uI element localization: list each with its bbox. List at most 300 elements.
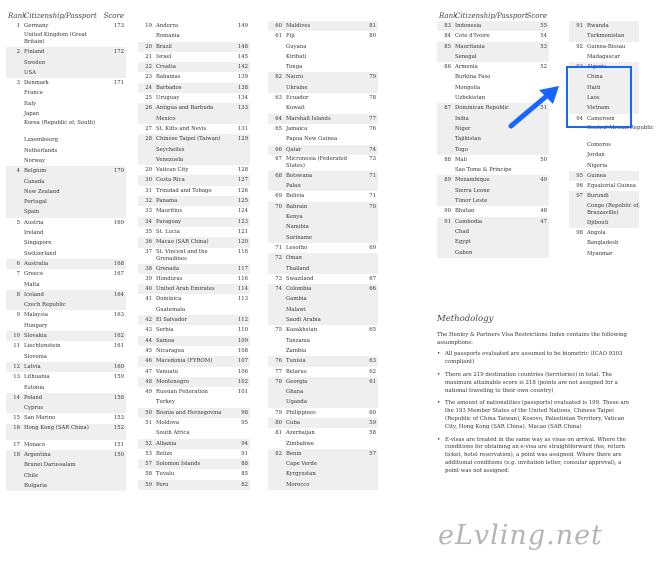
country-cell: Marshall Islands xyxy=(286,115,331,122)
country-cell: San Marino xyxy=(24,415,56,422)
table-row xyxy=(268,428,378,438)
country-cell: Cote d'Ivoire xyxy=(455,33,490,40)
rank-cell: 66 xyxy=(275,146,282,153)
table-row xyxy=(268,377,378,387)
rank-header: Rank xyxy=(8,12,27,20)
table-row xyxy=(6,393,126,403)
country-cell: Peru xyxy=(156,481,169,488)
score-cell: 158 xyxy=(113,394,124,401)
table-row xyxy=(569,31,639,41)
country-cell: Mozambique xyxy=(455,177,490,184)
country-cell: Uganda xyxy=(286,399,307,406)
country-cell: Greece xyxy=(24,271,44,278)
table-row xyxy=(437,134,549,144)
table-row xyxy=(138,62,250,72)
table-row xyxy=(6,300,126,310)
table-row xyxy=(6,109,126,119)
rank-cell: 46 xyxy=(145,358,152,365)
rank-cell: 3 xyxy=(16,80,20,87)
country-cell: Moldova xyxy=(156,419,180,426)
country-cell: Cambodia xyxy=(455,218,483,225)
rank-cell: 90 xyxy=(444,208,451,215)
rank-cell: 13 xyxy=(13,374,20,381)
country-cell: Costa Rica xyxy=(156,177,185,184)
score-cell: 85 xyxy=(241,471,248,478)
country-cell: Djibouti xyxy=(587,219,609,226)
rank-cell: 23 xyxy=(145,74,152,81)
country-cell: India xyxy=(455,115,469,122)
table-row xyxy=(268,202,378,212)
table-row xyxy=(569,161,639,171)
country-cell: Chinese Taipei (Taiwan) xyxy=(156,136,221,143)
table-row xyxy=(437,227,549,237)
rank-cell: 15 xyxy=(13,415,20,422)
score-cell: 159 xyxy=(113,374,124,381)
table-row xyxy=(268,325,378,335)
country-cell: Belarus xyxy=(286,368,307,375)
country-cell: Cape Verde xyxy=(286,461,317,468)
country-cell: Egypt xyxy=(455,239,471,246)
table-row xyxy=(268,52,378,62)
table-row xyxy=(437,217,549,227)
table-row xyxy=(138,294,250,304)
rank-cell: 30 xyxy=(145,177,152,184)
rank-cell: 14 xyxy=(13,394,20,401)
table-row xyxy=(138,397,250,407)
table-row xyxy=(268,305,378,315)
country-cell: South Africa xyxy=(156,430,190,437)
country-cell: France xyxy=(24,90,43,97)
score-cell: 168 xyxy=(113,260,124,267)
country-cell: Equatorial Guinea xyxy=(587,183,636,190)
table-row xyxy=(6,471,126,481)
country-cell: Brunei Darussalam xyxy=(24,462,76,469)
table-row xyxy=(268,42,378,52)
table-row xyxy=(6,450,126,460)
score-cell: 57 xyxy=(369,450,376,457)
score-cell: 54 xyxy=(540,33,547,40)
table-row xyxy=(569,218,639,228)
score-cell: 55 xyxy=(540,23,547,29)
country-cell: Sierra Leone xyxy=(455,187,490,194)
country-cell: Antigua and Barbuda xyxy=(156,105,214,112)
score-cell: 139 xyxy=(237,74,248,81)
score-cell: 134 xyxy=(237,95,248,102)
country-cell: Italy xyxy=(24,100,37,107)
country-cell: United Arab Emirates xyxy=(156,286,215,293)
table-row xyxy=(6,331,126,341)
country-cell: Malawi xyxy=(286,306,306,313)
country-cell: Uzbekistan xyxy=(455,95,486,102)
rank-cell: 51 xyxy=(145,419,152,426)
table-row xyxy=(138,83,250,93)
table-row xyxy=(268,387,378,397)
score-cell: 60 xyxy=(369,409,376,416)
score-cell: 81 xyxy=(369,23,376,29)
country-cell: Czech Republic xyxy=(24,302,66,309)
table-row xyxy=(6,362,126,372)
table-row xyxy=(6,372,126,382)
country-cell: Serbia xyxy=(156,327,174,334)
table-row xyxy=(268,469,378,479)
rank-cell: 59 xyxy=(145,481,152,488)
rank-cell: 48 xyxy=(145,378,152,385)
rank-cell: 94 xyxy=(576,115,583,122)
table-row xyxy=(268,346,378,356)
table-row xyxy=(138,217,250,227)
country-cell: Guyana xyxy=(286,43,307,50)
score-cell: 76 xyxy=(369,125,376,132)
table-row xyxy=(268,459,378,469)
table-row xyxy=(268,336,378,346)
country-cell: Andorra xyxy=(156,23,179,29)
country-cell: Ukraine xyxy=(286,84,308,91)
methodology-bullet: • The amount of nationalities (passports) evaluated is 199. These are the 193 Member States of the United Nations, Chinese Taipei (Republic of China Taiwan), Kosovo, Palestinian Territory, Vatican City, Hong Kong (SAR China), Macao (SAR China) xyxy=(437,400,633,431)
table-row xyxy=(268,191,378,201)
score-cell: 127 xyxy=(237,177,248,184)
country-cell: Guinea xyxy=(587,172,607,179)
country-cell: Thailand xyxy=(286,265,310,272)
country-cell: Congo (Republic of, Brazzaville) xyxy=(587,202,640,216)
country-cell: Burkina Faso xyxy=(455,74,491,81)
country-cell: Russian Federation xyxy=(156,389,208,396)
watermark: eLvling.net xyxy=(438,520,603,551)
score-cell: 125 xyxy=(237,198,248,205)
country-cell: Macedonia (FYROM) xyxy=(156,358,213,365)
score-cell: 67 xyxy=(369,275,376,282)
table-row xyxy=(268,480,378,490)
table-row xyxy=(569,21,639,31)
country-cell: Gambia xyxy=(286,296,307,303)
score-cell: 74 xyxy=(369,146,376,153)
country-cell: Swaziland xyxy=(286,275,314,282)
table-row xyxy=(6,352,126,362)
score-cell: 79 xyxy=(369,74,376,81)
rank-cell: 37 xyxy=(145,248,152,255)
rank-cell: 53 xyxy=(145,450,152,457)
score-cell: 173 xyxy=(113,23,124,29)
table-row xyxy=(6,21,126,31)
country-cell: Jordan xyxy=(587,152,605,159)
rank-cell: 12 xyxy=(13,363,20,370)
score-cell: 71 xyxy=(369,193,376,200)
table-row xyxy=(138,52,250,62)
country-cell: Guatemala xyxy=(156,306,186,313)
score-cell: 112 xyxy=(237,317,248,324)
country-cell: Philippines xyxy=(286,409,316,416)
score-cell: 120 xyxy=(237,239,248,246)
rank-cell: 96 xyxy=(576,183,583,190)
score-cell: 169 xyxy=(113,219,124,226)
rank-cell: 62 xyxy=(275,74,282,81)
table-row xyxy=(138,206,250,216)
country-cell: Denmark xyxy=(24,80,49,87)
table-row xyxy=(268,449,378,459)
rank-cell: 34 xyxy=(145,218,152,225)
score-cell: 133 xyxy=(237,105,248,112)
country-cell: Slovenia xyxy=(24,353,47,360)
table-row xyxy=(138,459,250,469)
table-row xyxy=(6,280,126,290)
table-row xyxy=(138,175,250,185)
rank-cell: 75 xyxy=(275,327,282,334)
rank-cell: 25 xyxy=(145,95,152,102)
rank-cell: 19 xyxy=(145,23,152,29)
table-row xyxy=(437,165,549,175)
table-row xyxy=(569,249,639,259)
rank-cell: 21 xyxy=(145,53,152,60)
score-cell: 121 xyxy=(237,228,248,235)
table-row xyxy=(437,52,549,62)
country-cell: Lithuania xyxy=(24,374,50,381)
rank-cell: 68 xyxy=(275,172,282,179)
country-cell: Turkey xyxy=(156,399,175,406)
table-row xyxy=(6,68,126,78)
table-row xyxy=(6,259,126,269)
rank-cell: 83 xyxy=(444,23,451,29)
country-cell: Monaco xyxy=(24,441,46,448)
country-cell: Bahrain xyxy=(286,203,308,210)
table-row xyxy=(437,31,549,41)
score-cell: 128 xyxy=(237,167,248,174)
rank-cell: 95 xyxy=(576,172,583,179)
rank-cell: 85 xyxy=(444,43,451,50)
score-cell: 116 xyxy=(237,275,248,282)
country-cell: Belize xyxy=(156,450,173,457)
country-cell: Luxembourg xyxy=(24,137,58,144)
table-row xyxy=(138,21,250,31)
table-row xyxy=(138,377,250,387)
table-row xyxy=(6,187,126,197)
table-row xyxy=(268,72,378,82)
rank-cell: 38 xyxy=(145,265,152,272)
score-cell: 172 xyxy=(113,49,124,56)
country-cell: Canada xyxy=(24,178,45,185)
table-row xyxy=(268,294,378,304)
country-cell: Kenya xyxy=(286,214,303,221)
score-cell: 109 xyxy=(237,337,248,344)
country-cell: Latvia xyxy=(24,363,41,370)
country-cell: Vietnam xyxy=(587,105,610,112)
table-row xyxy=(138,93,250,103)
rank-cell: 67 xyxy=(275,155,282,162)
table-row xyxy=(437,155,549,165)
table-row xyxy=(268,155,378,171)
country-cell: Australia xyxy=(24,260,49,267)
country-cell: Samoa xyxy=(156,337,175,344)
score-cell: 53 xyxy=(540,43,547,50)
country-cell: Albania xyxy=(156,440,177,447)
table-row xyxy=(569,238,639,248)
rank-cell: 18 xyxy=(13,451,20,458)
country-cell: Namibia xyxy=(286,224,309,231)
table-row xyxy=(437,62,549,72)
score-cell: 131 xyxy=(237,125,248,132)
score-cell: 78 xyxy=(369,95,376,102)
table-row xyxy=(569,140,639,150)
score-cell: 77 xyxy=(369,115,376,122)
score-cell: 153 xyxy=(113,415,124,422)
country-cell: Bosnia and Herzegovina xyxy=(156,409,222,416)
rank-cell: 32 xyxy=(145,198,152,205)
rank-cell: 74 xyxy=(275,286,282,293)
table-row xyxy=(138,428,250,438)
country-cell: Bolivia xyxy=(286,193,305,200)
table-row xyxy=(6,207,126,217)
table-row xyxy=(138,439,250,449)
table-row xyxy=(6,403,126,413)
score-cell: 63 xyxy=(369,358,376,365)
rank-cell: 36 xyxy=(145,239,152,246)
country-cell: Macao (SAR China) xyxy=(156,239,209,246)
country-cell: Singapore xyxy=(24,240,52,247)
rank-cell: 92 xyxy=(576,43,583,50)
rank-cell: 77 xyxy=(275,368,282,375)
country-cell: Panama xyxy=(156,198,178,205)
country-cell: Zimbabwe xyxy=(286,440,315,447)
country-cell: Azerbaijan xyxy=(286,430,315,437)
country-cell: Hungary xyxy=(24,322,48,329)
country-cell: Estonia xyxy=(24,384,45,391)
methodology-bullet: • E-visas are treated in the same way as visas on arrival. Where the conditions for obtaining an e-visa are straightforward (fee, return ticket, hotel reservation), a point was assigned. Where there are additional conditions (e.g. invitation letter, consular approval), a point was not assigned. xyxy=(437,437,633,476)
table-row xyxy=(138,42,250,52)
table-row xyxy=(268,171,378,181)
country-cell: Central African Republic xyxy=(587,124,654,131)
column-header xyxy=(437,12,549,21)
rank-cell: 41 xyxy=(145,296,152,303)
country-cell: Slovakia xyxy=(24,333,47,340)
table-row xyxy=(6,249,126,259)
table-row xyxy=(6,88,126,98)
rank-cell: 64 xyxy=(275,115,282,122)
table-row xyxy=(6,424,126,440)
country-cell: New Zealand xyxy=(24,188,60,195)
score-cell: 148 xyxy=(237,43,248,50)
rank-cell: 17 xyxy=(13,441,20,448)
score-cell: 152 xyxy=(113,424,124,431)
rank-cell: 33 xyxy=(145,208,152,215)
table-row xyxy=(6,218,126,228)
country-cell: El Salvador xyxy=(156,317,187,324)
table-row xyxy=(569,42,639,52)
rank-cell: 31 xyxy=(145,187,152,194)
score-cell: 170 xyxy=(113,168,124,175)
country-cell: Vanuatu xyxy=(156,368,179,375)
table-row xyxy=(569,202,639,218)
country-cell: Venezuela xyxy=(156,156,184,163)
score-cell: 142 xyxy=(237,64,248,71)
methodology-intro: The Henley & Partners Visa Restrictions Index contains the following assumptions: xyxy=(437,331,627,346)
score-cell: 80 xyxy=(369,33,376,40)
country-cell: St. Vincent and the Grenadines xyxy=(156,248,208,262)
table-row xyxy=(569,171,639,181)
rank-cell: 63 xyxy=(275,95,282,102)
country-cell: Zambia xyxy=(286,347,307,354)
table-row xyxy=(268,284,378,294)
country-cell: Finland xyxy=(24,49,45,56)
table-row xyxy=(6,47,126,57)
country-cell: Fiji xyxy=(286,33,295,40)
rank-cell: 72 xyxy=(275,255,282,262)
rank-cell: 11 xyxy=(13,343,20,350)
country-cell: St. Kitts and Nevis xyxy=(156,125,207,132)
table-row xyxy=(6,119,126,135)
country-cell: Norway xyxy=(24,157,46,164)
pointer-arrow-icon xyxy=(505,82,565,132)
table-row xyxy=(138,274,250,284)
country-cell: Chad xyxy=(455,228,470,235)
score-cell: 124 xyxy=(237,208,248,215)
table-row xyxy=(138,346,250,356)
country-cell: Bhutan xyxy=(455,208,475,215)
rank-cell: 27 xyxy=(145,125,152,132)
table-row xyxy=(569,228,639,238)
table-row xyxy=(268,83,378,93)
country-cell: Lesotho xyxy=(286,244,308,251)
table-row xyxy=(6,321,126,331)
table-row xyxy=(6,290,126,300)
table-row xyxy=(138,72,250,82)
score-cell: 49 xyxy=(540,177,547,184)
table-row xyxy=(138,325,250,335)
country-cell: Vatican City xyxy=(156,167,189,174)
rank-cell: 39 xyxy=(145,275,152,282)
table-row xyxy=(268,397,378,407)
rank-cell: 97 xyxy=(576,193,583,200)
country-cell: Tonga xyxy=(286,64,303,71)
country-cell: Nigeria xyxy=(587,162,608,169)
score-cell: 129 xyxy=(237,136,248,143)
country-cell: Turkmenistan xyxy=(587,33,625,40)
score-cell: 161 xyxy=(113,343,124,350)
rank-cell: 44 xyxy=(145,337,152,344)
country-cell: Seychelles xyxy=(156,146,185,153)
country-cell: Tajikistan xyxy=(455,136,481,143)
rank-cell: 52 xyxy=(145,440,152,447)
table-row xyxy=(6,135,126,145)
score-header: Score xyxy=(526,12,547,20)
table-row xyxy=(268,418,378,428)
table-row xyxy=(6,197,126,207)
table-row xyxy=(138,165,250,175)
country-cell: Paraguay xyxy=(156,218,182,225)
table-row xyxy=(268,145,378,155)
country-cell: Indonesia xyxy=(455,23,482,29)
country-cell: Palau xyxy=(286,183,301,190)
country-cell: Nauru xyxy=(286,74,304,81)
country-cell: Cuba xyxy=(286,419,301,426)
country-cell: Montenegro xyxy=(156,378,189,385)
rank-cell: 78 xyxy=(275,378,282,385)
table-row xyxy=(138,248,250,264)
country-cell: Mauritius xyxy=(156,208,183,215)
country-cell: Kiribati xyxy=(286,53,307,60)
score-cell: 106 xyxy=(237,368,248,375)
country-cell: Bangladesh xyxy=(587,240,619,247)
country-cell: Haiti xyxy=(587,84,601,91)
table-row xyxy=(138,145,250,155)
rank-cell: 49 xyxy=(145,389,152,396)
country-cell: St. Lucia xyxy=(156,228,180,235)
country-cell: Laos xyxy=(587,95,600,102)
country-cell: Trinidad and Tobago xyxy=(156,187,212,194)
country-cell: Hong Kong (SAR China) xyxy=(24,424,89,431)
country-cell: Korea (Republic of, South) xyxy=(24,120,96,127)
score-cell: 52 xyxy=(540,64,547,71)
table-row xyxy=(138,408,250,418)
country-cell: Angola xyxy=(587,230,606,237)
table-row xyxy=(268,315,378,325)
